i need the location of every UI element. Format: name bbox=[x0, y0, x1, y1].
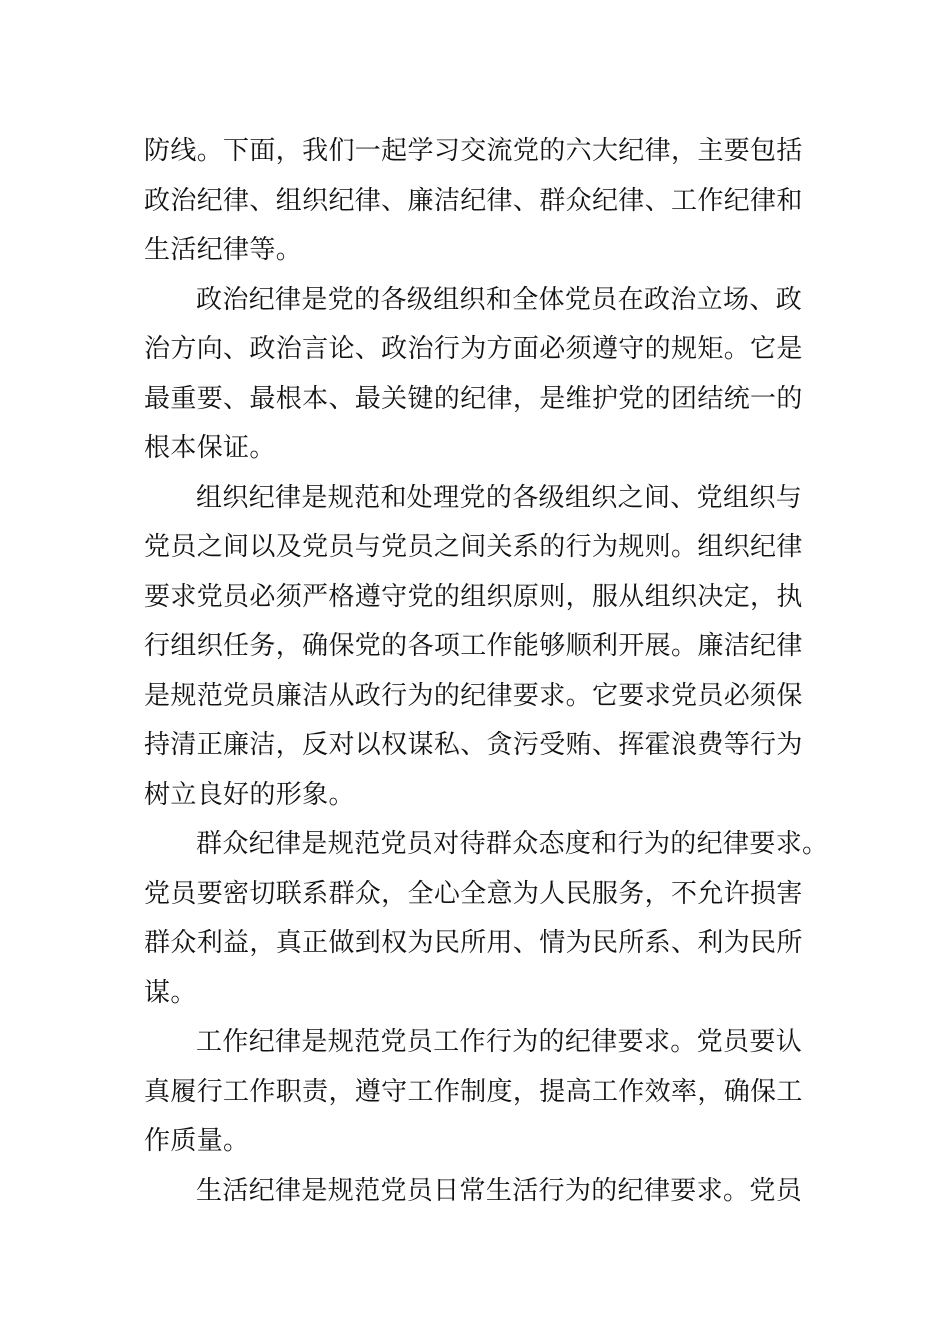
text-line: 治方向、政治言论、政治行为方面必须遵守的规矩。它是 bbox=[144, 334, 803, 364]
paragraph-mass-discipline bbox=[144, 820, 829, 1018]
text-line: 工作纪律是规范党员工作行为的纪律要求。党员要认 bbox=[196, 1027, 803, 1057]
text-line: 根本保证。 bbox=[144, 433, 276, 463]
text-line: 政治纪律、组织纪律、廉洁纪律、群众纪律、工作纪律和 bbox=[144, 185, 803, 216]
document-body bbox=[144, 127, 829, 1216]
text-line: 防线。下面，我们一起学习交流党的六大纪律，主要包括 bbox=[144, 136, 803, 166]
paragraph-work-discipline bbox=[144, 1018, 814, 1167]
text-line: 党员之间以及党员与党员之间关系的行为规则。组织纪律 bbox=[144, 532, 803, 562]
text-line: 是规范党员廉洁从政行为的纪律要求。它要求党员必须保 bbox=[144, 680, 803, 711]
text-line: 生活纪律等。 bbox=[144, 235, 303, 265]
text-line: 组织纪律是规范和处理党的各级组织之间、党组织与 bbox=[196, 482, 803, 513]
text-line: 群众纪律是规范党员对待群众态度和行为的纪律要求。 bbox=[196, 829, 829, 859]
text-line: 群众利益，真正做到权为民所用、情为民所系、利为民所 bbox=[144, 928, 803, 958]
paragraph-life-discipline bbox=[144, 1167, 814, 1217]
paragraph-organizational-discipline bbox=[144, 474, 814, 821]
text-line: 政治纪律是党的各级组织和全体党员在政治立场、政 bbox=[196, 284, 803, 315]
text-line: 要求党员必须严格遵守党的组织原则，服从组织决定，执 bbox=[144, 581, 803, 612]
text-line: 行组织任务，确保党的各项工作能够顺利开展。廉洁纪律 bbox=[144, 631, 803, 661]
text-line: 真履行工作职责，遵守工作制度，提高工作效率，确保工 bbox=[144, 1076, 803, 1107]
text-line: 最重要、最根本、最关键的纪律，是维护党的团结统一的 bbox=[144, 383, 803, 414]
text-line: 树立良好的形象。 bbox=[144, 779, 355, 810]
text-line: 谋。 bbox=[144, 977, 197, 1008]
text-line: 生活纪律是规范党员日常生活行为的纪律要求。党员 bbox=[196, 1175, 803, 1206]
paragraph-six-disciplines-intro bbox=[144, 127, 814, 276]
paragraph-political-discipline bbox=[144, 276, 814, 474]
text-line: 党员要密切联系群众，全心全意为人民服务，不允许损害 bbox=[144, 878, 803, 909]
text-line: 持清正廉洁，反对以权谋私、贪污受贿、挥霍浪费等行为 bbox=[144, 730, 803, 760]
text-line: 作质量。 bbox=[144, 1126, 250, 1156]
